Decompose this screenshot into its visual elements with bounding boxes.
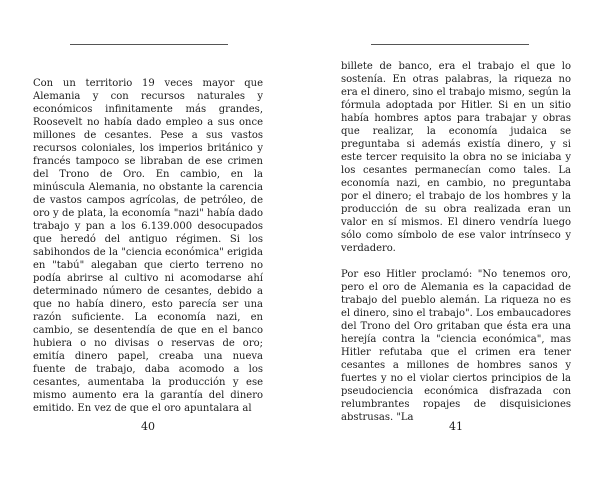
paragraph: Por eso Hitler proclamó: "No tenemos oro, pero el oro de Alemania es la capacidad de trabajo del pueblo alemán. La riqueza no es el dinero, sino el trabajo". Los embaucadores del Trono del Oro gritaban que ésta era una herejía contra la "ciencia económica", mas Hitler refutaba que el crimen era tener cesantes a millones de hombres sanos y fuertes y no el violar ciertos principios de la pseudociencia económica disfrazada con relumbrantes ropajes de disquisiciones abstrusas. "La xyxy=(341,269,571,423)
right-page xyxy=(331,0,576,485)
page-number: 41 xyxy=(449,420,463,433)
header-rule xyxy=(371,44,529,45)
body-text xyxy=(33,77,263,415)
body-text xyxy=(341,60,571,424)
page-number: 40 xyxy=(141,420,155,433)
header-rule xyxy=(70,44,228,45)
left-page xyxy=(30,0,275,485)
paragraph: billete de banco, era el trabajo el que lo sostenía. En otras palabras, la riqueza no era el dinero, sino el trabajo mismo, según la fórmula adoptada por Hitler. Si en un sitio había hombres aptos para trabajar y obras que realizar, la economía judaica se preguntaba si además existía dinero, y si este tercer requisito la obra no se iniciaba y los cesantes permanecían como tales. La economía nazi, en cambio, no preguntaba por el dinero; el trabajo de los hombres y la producción de su obra realizada eran un valor en sí mismos. El dinero vendría luego sólo como símbolo de ese valor intrínseco y verdadero. xyxy=(341,61,571,254)
paragraph: Con un territorio 19 veces mayor que Alemania y con recursos naturales y económicos infinitamente más grandes, Roosevelt no había dado empleo a sus once millones de cesantes. Pese a sus vastos recursos coloniales, los imperios británico y francés tampoco se libraban de ese crimen del Trono de Oro. En cambio, en la minúscula Alemania, no obstante la carencia de vastos campos agrícolas, de petróleo, de oro y de plata, la economía "nazi" había dado trabajo y pan a los 6.139.000 desocupados que heredó del antiguo régimen. Si los sabihondos de la "ciencia económica" erigida en "tabú" alegaban que cierto terreno no podía abrirse al cultivo ni acomodarse ahí determinado número de cesantes, debido a que no había dinero, esto parecía ser una razón suficiente. La economía nazi, en cambio, se desentendía de que en el banco hubiera o no divisas o reservas de oro; emitía dinero papel, creaba una nueva fuente de trabajo, daba acomodo a los cesantes, aumentaba la producción y ese mismo aumento era la garantía del dinero emitido. En vez de que el oro apuntalara al xyxy=(33,78,263,414)
